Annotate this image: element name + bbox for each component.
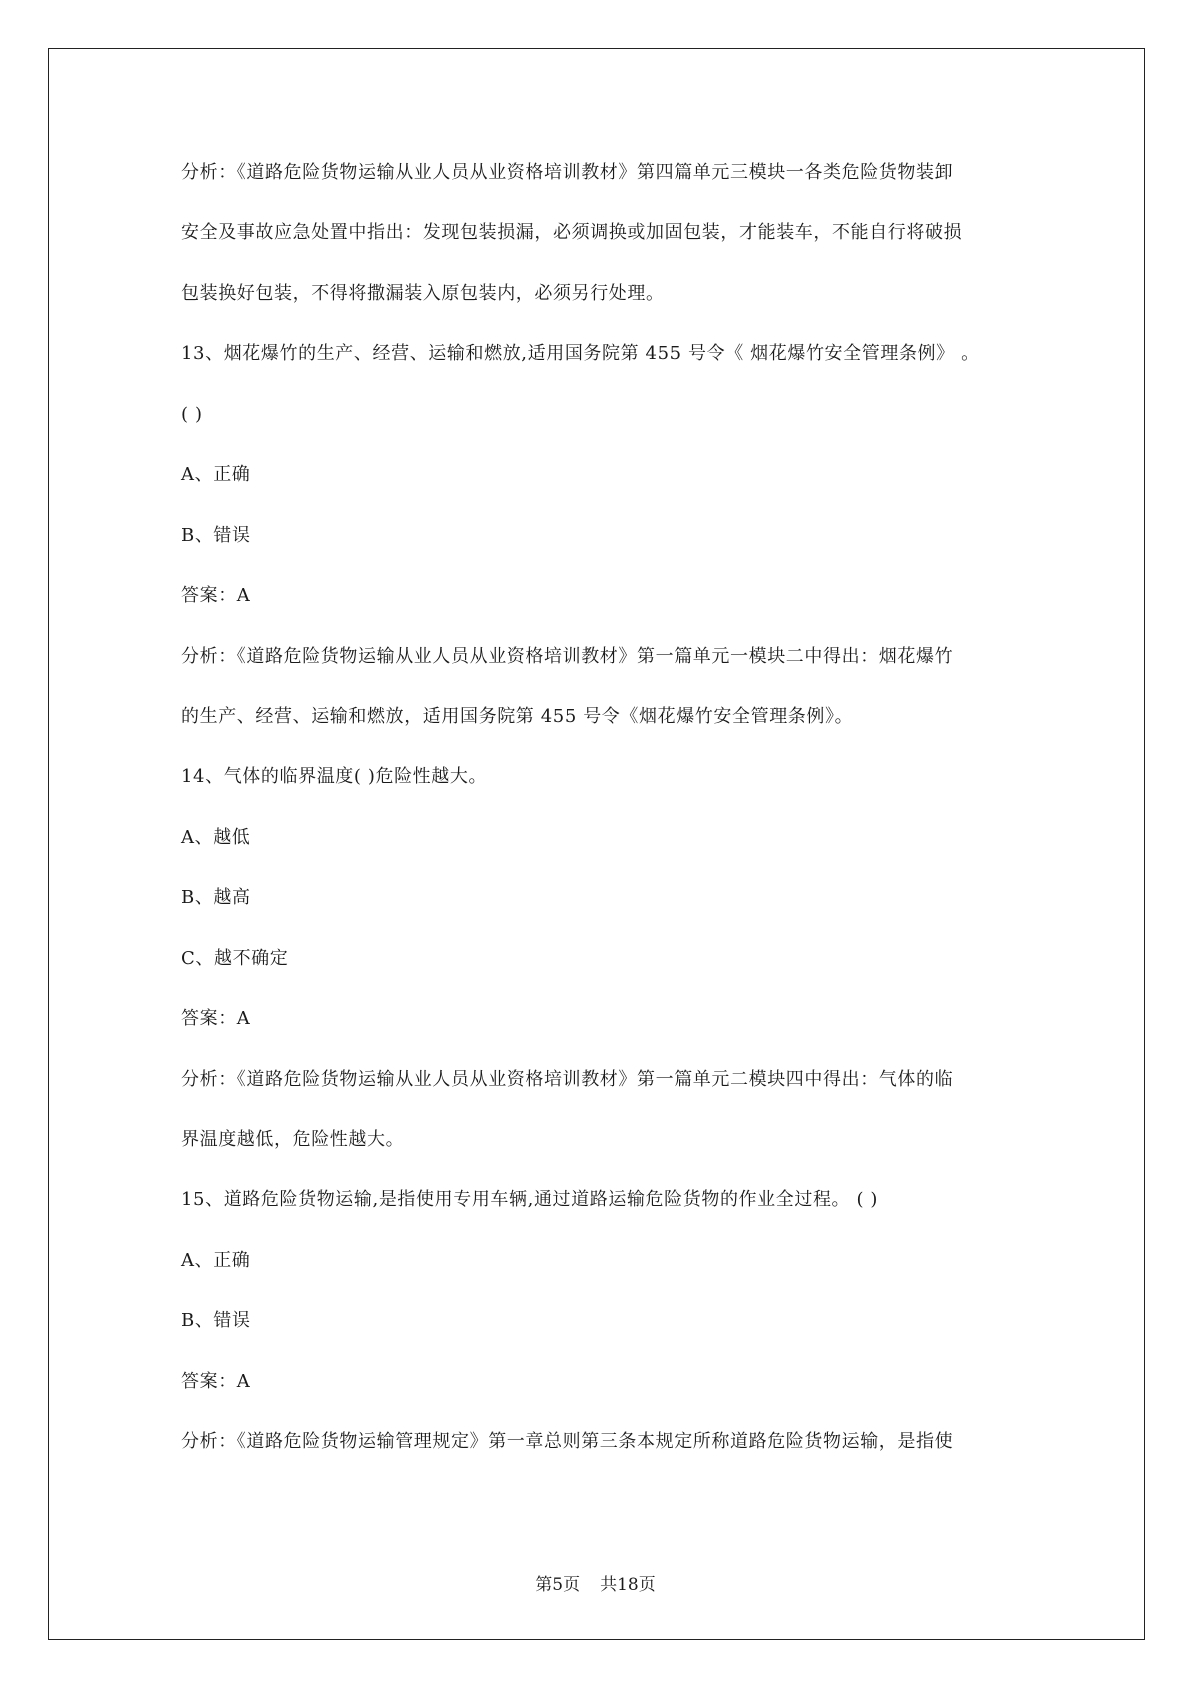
answer-14: 答案：A: [181, 1008, 251, 1029]
option-14-a: A、越低: [181, 827, 251, 848]
option-13-b: B、错误: [181, 525, 251, 546]
option-15-b: B、错误: [181, 1310, 251, 1331]
option-13-a: A、正确: [181, 464, 251, 485]
analysis-13-line-2: 的生产、经营、运输和燃放，适用国务院第 455 号令《烟花爆竹安全管理条例》。: [181, 706, 854, 727]
question-15: 15、道路危险货物运输,是指使用专用车辆,通过道路运输危险货物的作业全过程。 ( ): [181, 1189, 879, 1210]
answer-15: 答案：A: [181, 1371, 251, 1392]
page-footer: [0, 1574, 1191, 1596]
page-number: 第5页: [535, 1575, 581, 1595]
option-14-b: B、越高: [181, 887, 251, 908]
answer-13: 答案：A: [181, 585, 251, 606]
page-total: 共18页: [600, 1575, 656, 1595]
option-15-a: A、正确: [181, 1250, 251, 1271]
question-13-blank: ( ): [181, 404, 203, 425]
analysis-12-line-2: 安全及事故应急处置中指出：发现包装损漏，必须调换或加固包装，才能装车，不能自行将破损: [181, 222, 963, 243]
analysis-14-line-1: 分析：《道路危险货物运输从业人员从业资格培训教材》第一篇单元二模块四中得出：气体的临: [181, 1069, 954, 1090]
analysis-12-line-3: 包装换好包装，不得将撒漏装入原包装内，必须另行处理。: [181, 283, 665, 304]
analysis-12-line-1: 分析：《道路危险货物运输从业人员从业资格培训教材》第四篇单元三模块一各类危险货物装卸: [181, 162, 954, 183]
option-14-c: C、越不确定: [181, 948, 289, 969]
question-14: 14、气体的临界温度( )危险性越大。: [181, 766, 488, 787]
question-13: 13、烟花爆竹的生产、经营、运输和燃放,适用国务院第 455 号令《 烟花爆竹安全管理条例》 。: [181, 343, 980, 364]
analysis-14-line-2: 界温度越低，危险性越大。: [181, 1129, 405, 1150]
analysis-15-line-1: 分析：《道路危险货物运输管理规定》第一章总则第三条本规定所称道路危险货物运输，是指使: [181, 1431, 954, 1452]
analysis-13-line-1: 分析：《道路危险货物运输从业人员从业资格培训教材》第一篇单元一模块二中得出：烟花爆竹: [181, 646, 954, 667]
